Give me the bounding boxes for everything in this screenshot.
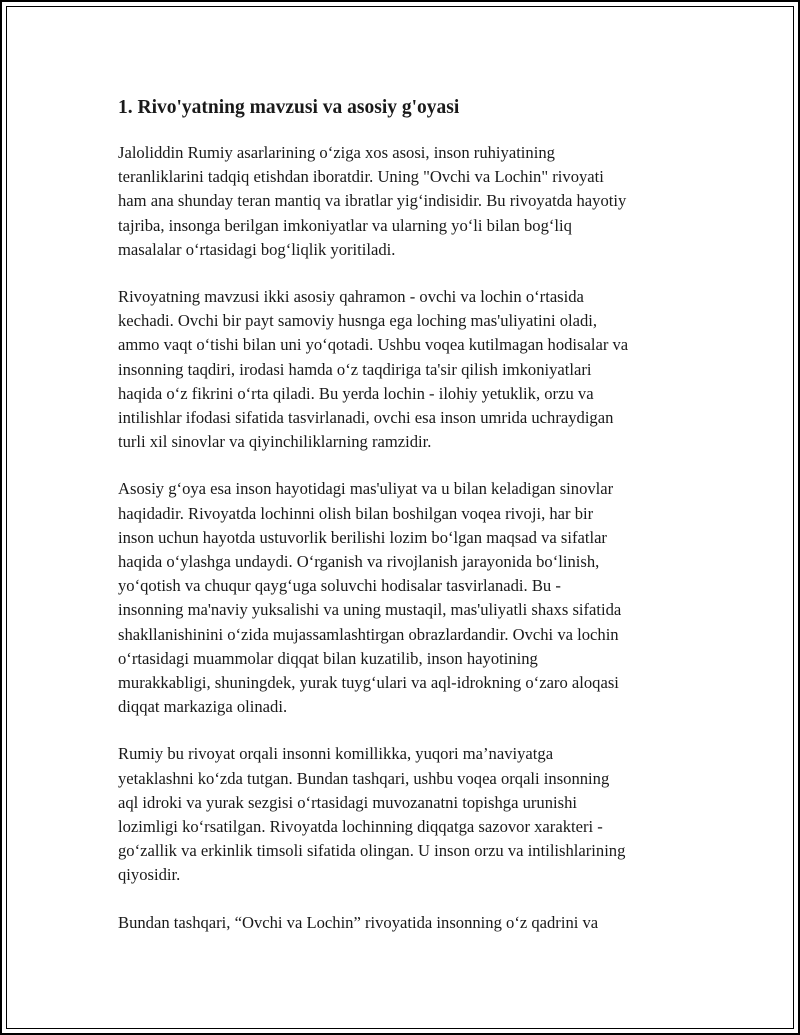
paragraph-4: Rumiy bu rivoyat orqali insonni komillikka, yuqori ma’naviyatga yetaklashni ko‘zda tutgan. Bundan tashqari, ushbu voqea orqali insonning aql idroki va yurak sezgisi o‘rtasidagi muvozanatni topishga urunishi lozimligi ko‘rsatilgan. Rivoyatda lochinning diqqatga sazovor xarakteri - go‘zallik va erkinlik timsoli sifatida olingan. U inson orzu va intilishlarining qiyosidir. <box>118 744 626 885</box>
section-heading: 1. Rivo'yatning mavzusi va asosiy g'oyasi <box>118 97 460 118</box>
paragraph-1: Jaloliddin Rumiy asarlarining o‘ziga xos asosi, inson ruhiyatining teranliklarini tadqiq etishdan iboratdir. Uning "Ovchi va Lochin" rivoyati ham ana shunday teran mantiq va ibratlar yig‘indisidir. Bu rivoyatda hayotiy tajriba, insonga berilgan imkoniyatlar va ularning yo‘li bilan bog‘liq masalalar o‘rtasidagi bog‘liqlik yoritiladi. <box>118 143 627 259</box>
document-body <box>118 95 693 958</box>
paragraph-3: Asosiy g‘oya esa inson hayotidagi mas'uliyat va u bilan keladigan sinovlar haqidadir. Rivoyatda lochinni olish bilan boshilgan voqea rivoji, har bir inson uchun hayotda ustuvorlik berilishi lozim bo‘lgan maqsad va sifatlar haqida o‘ylashga undaydi. O‘rganish va rivojlanish jarayonida bo‘linish, yo‘qotish va chuqur qayg‘uga soluvchi hodisalar tasvirlanadi. Bu - insonning ma'naviy yuksalishi va uning mustaqil, mas'uliyatli shaxs sifatida shakllanishinini o‘zida mujassamlashtirgan obrazlardandir. Ovchi va lochin o‘rtasidagi muammolar diqqat bilan kuzatilib, inson hayotining murakkabligi, shuningdek, yurak tuyg‘ulari va aql-idrokning o‘zaro aloqasi diqqat markaziga olinadi. <box>118 479 622 717</box>
paragraph-2: Rivoyatning mavzusi ikki asosiy qahramon - ovchi va lochin o‘rtasida kechadi. Ovchi bir payt samoviy husnga ega loching mas'uliyatini oladi, ammo vaqt o‘tishi bilan uni yo‘qotadi. Ushbu voqea kutilmagan hodisalar va insonning taqdiri, irodasi hamda o‘z taqdiriga ta'sir qilish imkoniyatlari haqida o‘z fikrini o‘rta qiladi. Bu yerda lochin - ilohiy yetuklik, orzu va intilishlar ifodasi sifatida tasvirlanadi, ovchi esa inson umrida uchraydigan turli xil sinovlar va qiyinchiliklarning ramzidir. <box>118 287 629 452</box>
paragraph-5: Bundan tashqari, “Ovchi va Lochin” rivoyatida insonning o‘z qadrini va <box>118 912 599 932</box>
